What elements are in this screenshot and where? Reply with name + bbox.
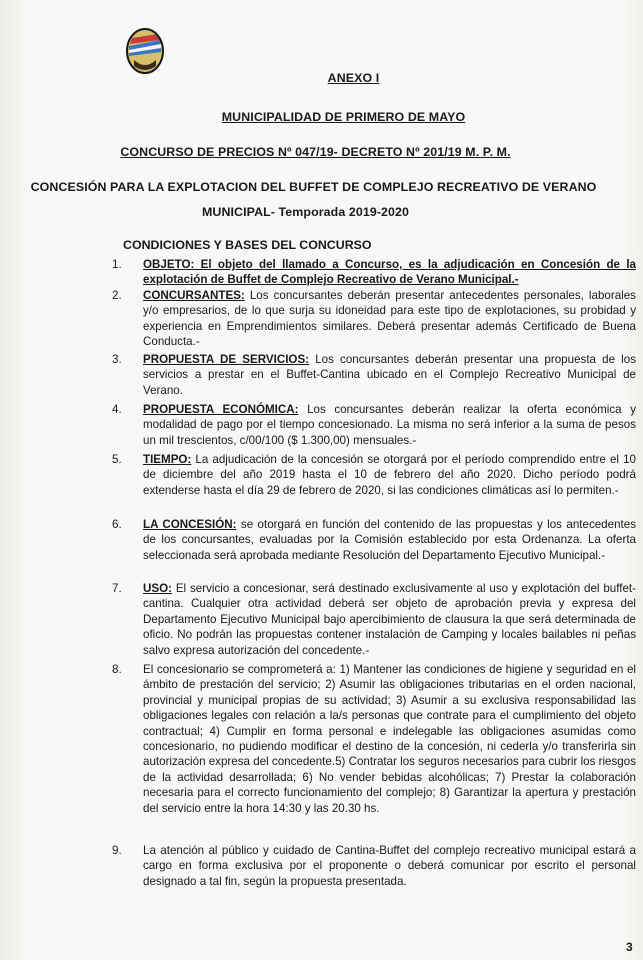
municipality-title: MUNICIPALIDAD DE PRIMERO DE MAYO [221, 110, 466, 124]
item-number: 7. [112, 582, 122, 595]
list-item [112, 581, 636, 658]
page-number: 3 [626, 940, 633, 954]
item-text: se otorgará en función del contenido de las propuestas y los antecedentes de los concursantes, evaluadas por la Comisión establecido por esta Ordenanza. La oferta seleccionada será aprobada mediante Resolución del Departamento Ejecutivo Municipal.- [143, 518, 636, 562]
item-text: Los concursantes deberán presentar una propuesta de los servicios a prestar en el Buffet-Cantina ubicado en el Complejo Recreativo Municipal de Verano. [143, 353, 636, 397]
item-text: Los concursantes deberán presentar antecedentes personales, laborales y/o empresarios, de lo que surja su idoneidad para este tipo de explotaciones, su probidad y experiencia en Emprendimientos similares. Deberá presentar además Certificado de Buena Conducta.- [143, 289, 636, 349]
item-number: 1. [112, 258, 122, 271]
list-item [112, 288, 636, 350]
list-item [112, 517, 636, 563]
annex-title: ANEXO I [327, 71, 380, 85]
list-item [112, 662, 636, 816]
conditions-heading: CONDICIONES Y BASES DEL CONCURSO [123, 238, 372, 252]
item-label: PROPUESTA DE SERVICIOS: [143, 353, 310, 366]
concession-title-line2: MUNICIPAL- Temporada 2019-2020 [201, 205, 410, 219]
list-item [112, 402, 636, 448]
item-text: OBJETO: El objeto del llamado a Concurso, es la adjudicación en Concesión de la explotación de Buffet de Complejo Recreativo de Verano Municipal.- [143, 258, 636, 287]
item-text: La atención al público y cuidado de Cantina-Buffet del complejo recreativo municipal estará a cargo en forma exclusiva por el proponente o deberá comunicar por escrito el personal designado a tal fin, según la propuesta presentada. [143, 844, 636, 888]
item-text: Los concursantes deberán realizar la oferta económica y modalidad de pago por el tiempo concesionado. La misma no será inferior a la suma de pesos un mil trescientos, c/00/100 ($ 1.300,00) mensuales.- [143, 403, 636, 447]
item-label: CONCURSANTES: [143, 289, 245, 302]
item-text: El concesionario se comprometerá a: 1) Mantener las condiciones de higiene y seguridad en el ámbito de prestación del servicio; 2) Asumir las obligaciones tributarias en el orden nacional, provincial y municipal propias de su actividad; 3) Asumir a su exclusiva responsabilidad las obligaciones legales con relación a la/s personas que contrate para el cumplimiento del objeto contractual; 4) Cumplir en forma personal e indelegable las obligaciones asumidas como concesionario, no pudiendo modificar el destino de la concesión, ni cederla y/o transferirla sin autorización expresa del concedente.5) Contratar los seguros necesarios para cubrir los riesgos de la actividad desarrollada; 6) No vender bebidas alcohólicas; 7) Prestar la colaboración necesaria para el correcto funcionamiento del complejo; 8) Garantizar la apertura y prestación del servicio entre la hora 14:30 y las 20.30 hs. [143, 663, 636, 815]
item-number: 2. [112, 289, 122, 302]
contest-reference: CONCURSO DE PRECIOS Nº 047/19- DECRETO Nº 201/19 M. P. M. [120, 145, 511, 159]
item-number: 6. [112, 518, 122, 531]
list-item [112, 452, 636, 498]
list-item [112, 843, 636, 889]
item-number: 8. [112, 663, 122, 676]
concession-title-line1: CONCESIÓN PARA LA EXPLOTACION DEL BUFFET DE COMPLEJO RECREATIVO DE VERANO [30, 180, 597, 194]
item-number: 9. [112, 844, 122, 857]
item-label: USO: [143, 582, 172, 595]
item-label: TIEMPO: [143, 453, 192, 466]
item-text: El servicio a concesionar, será destinado exclusivamente al uso y explotación del buffet-cantina. Cualquier otra actividad deberá ser objeto de aprobación previa y expresa del Departamento Ejecutivo Municipal bajo apercibimiento de clausura la que será determinada de oficio. No podrán las propuestas contener instalación de Camping y locales bailables ni peñas salvo expresa autorización del concedente.- [143, 582, 636, 657]
item-number: 4. [112, 403, 122, 416]
list-item [112, 257, 636, 288]
item-text: La adjudicación de la concesión se otorgará por el período comprendido entre el 10 de diciembre del año 2019 hasta el 10 de febrero del año 2020. Dicho período podrá extenderse hasta el día 29 de febrero de 2020, si las condiciones climáticas así lo permiten.- [143, 453, 636, 497]
item-number: 3. [112, 353, 122, 366]
item-label: LA CONCESIÓN: [143, 518, 237, 531]
item-label: PROPUESTA ECONÓMICA: [143, 403, 299, 416]
list-item [112, 352, 636, 398]
municipal-seal-logo [124, 26, 166, 76]
item-number: 5. [112, 453, 122, 466]
